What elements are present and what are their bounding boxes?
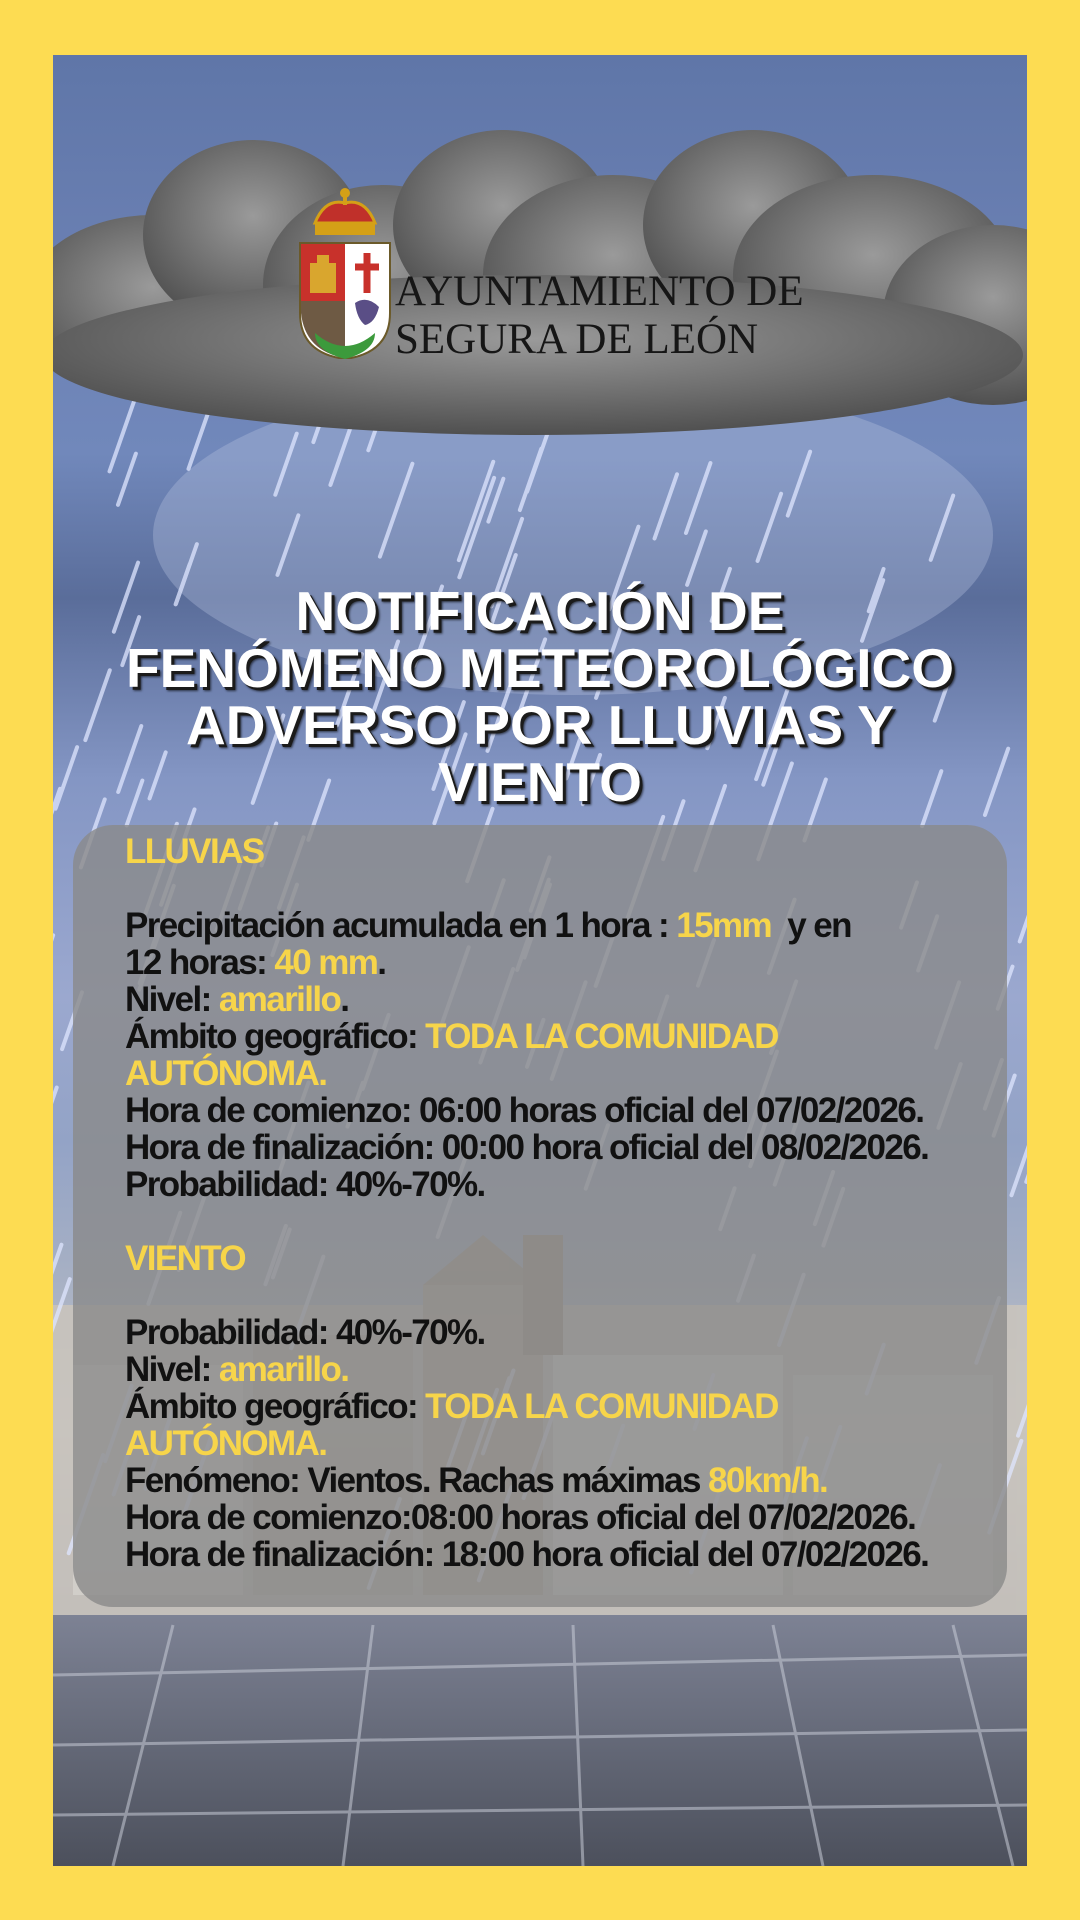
coat-of-arms-logo bbox=[295, 183, 395, 359]
lluvias-comienzo: Hora de comienzo: 06:00 horas oficial del 07/02/2026. bbox=[125, 1091, 924, 1130]
period: . bbox=[340, 980, 349, 1019]
period: . bbox=[377, 943, 386, 982]
rain-streak bbox=[1020, 888, 1027, 942]
precip-label: Precipitación acumulada en 1 hora : bbox=[125, 906, 677, 945]
lluvias-heading: LLUVIAS bbox=[125, 832, 264, 871]
viento-nivel-line bbox=[125, 1351, 1005, 1388]
viento-heading: VIENTO bbox=[125, 1239, 246, 1278]
lluvias-probabilidad: Probabilidad: 40%-70%. bbox=[125, 1165, 485, 1204]
lluvias-precipitation-12h-line bbox=[125, 944, 1005, 981]
fenomeno-value: 80km/h. bbox=[707, 1461, 828, 1500]
title-line2: FENÓMENO METEOROLÓGICO bbox=[125, 637, 955, 699]
info-card bbox=[73, 825, 1007, 1607]
ambito-label: Ámbito geográfico: bbox=[125, 1387, 426, 1426]
ambito-value-1: TODA LA COMUNIDAD bbox=[425, 1387, 778, 1426]
ambito-label: Ámbito geográfico: bbox=[125, 1017, 426, 1056]
nivel-value: amarillo bbox=[218, 980, 341, 1019]
title-line3: ADVERSO POR LLUVIAS Y bbox=[186, 694, 894, 756]
org-name-line2: SEGURA DE LEÓN bbox=[395, 316, 759, 363]
fenomeno-label: Fenómeno: Vientos. Rachas máximas bbox=[125, 1461, 708, 1500]
nivel-label: Nivel: bbox=[125, 980, 219, 1019]
poster bbox=[53, 55, 1027, 1866]
viento-ambito-line bbox=[125, 1388, 1005, 1425]
viento-fenomeno-line bbox=[125, 1462, 1005, 1499]
lluvias-finalizacion: Hora de finalización: 00:00 hora oficial del 08/02/2026. bbox=[125, 1128, 929, 1167]
precip-1h-value: 15mm bbox=[676, 906, 771, 945]
spacer bbox=[125, 1277, 1005, 1314]
spacer bbox=[125, 870, 1005, 907]
viento-ambito-value-2: AUTÓNOMA. bbox=[125, 1424, 327, 1463]
rain-streak bbox=[53, 1088, 57, 1134]
lluvias-precipitation-line bbox=[125, 907, 1005, 944]
org-name-line1: AYUNTAMIENTO DE bbox=[395, 268, 804, 315]
precip-12h-label: 12 horas: bbox=[125, 943, 275, 982]
viento-finalizacion: Hora de finalización: 18:00 hora oficial del 07/02/2026. bbox=[125, 1535, 929, 1574]
precip-12h-value: 40 mm bbox=[274, 943, 378, 982]
precip-mid: y en bbox=[770, 906, 851, 945]
notice-title bbox=[53, 580, 1027, 813]
rain-streak bbox=[110, 399, 135, 471]
spacer bbox=[125, 1203, 1005, 1240]
viento-probabilidad: Probabilidad: 40%-70%. bbox=[125, 1313, 485, 1352]
organization-name bbox=[395, 268, 804, 364]
lluvias-ambito-line bbox=[125, 1018, 1005, 1055]
title-line4: VIENTO bbox=[438, 751, 642, 813]
viento-comienzo: Hora de comienzo:08:00 horas oficial del 07/02/2026. bbox=[125, 1498, 916, 1537]
lluvias-ambito-value-2: AUTÓNOMA. bbox=[125, 1054, 327, 1093]
ambito-value-1: TODA LA COMUNIDAD bbox=[425, 1017, 778, 1056]
wet-plaza-ground bbox=[53, 1615, 1027, 1866]
nivel-value: amarillo. bbox=[218, 1350, 349, 1389]
nivel-label: Nivel: bbox=[125, 1350, 219, 1389]
info-card-text bbox=[125, 833, 1005, 1573]
crown-icon bbox=[315, 188, 375, 235]
lluvias-nivel-line bbox=[125, 981, 1005, 1018]
rain-streak bbox=[118, 454, 136, 505]
header bbox=[295, 183, 815, 413]
title-line1: NOTIFICACIÓN DE bbox=[295, 580, 785, 642]
